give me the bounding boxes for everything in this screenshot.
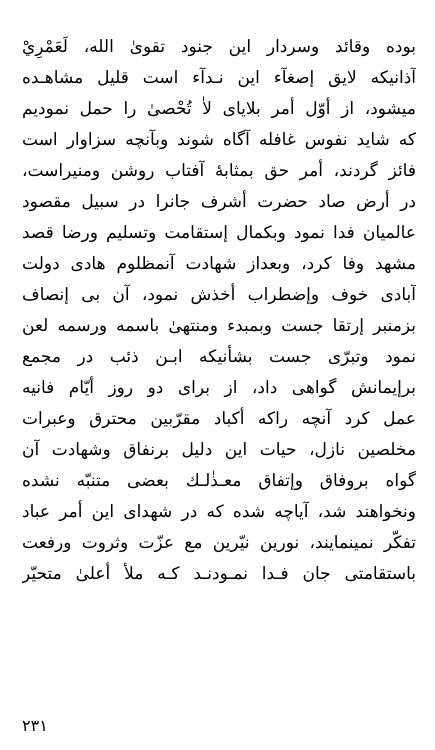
text-line: فائز گردند، أمر حق بمثابهٔ آفتاب روشن ومنيراست، [22, 161, 416, 181]
text-line: ونخواهند شد، آياچه شده كه در شهداى اين أمر عباد [22, 502, 416, 522]
text-line: تفكّر نمينمايند، نورين نيّرين مع عزّت وثروت ورفعت [22, 533, 416, 553]
text-line: كه شايد نفوس غافله آگاه شوند وبآنچه سزاوار است [22, 130, 416, 150]
text-line: آذانيكه لايق إصغآء اين نـدآء است قليل مشاهـده [22, 68, 416, 88]
text-line: عمل كرد آنچه راكه أكباد مقرّبين محترق وعبرات [22, 409, 416, 429]
page-number: ٢٣١ [22, 716, 48, 735]
text-line: مشهد وفا كرد، وبعداز شهادت آنمظلوم هادى دولت [22, 254, 416, 274]
text-line: مخلصين نازل، حيات اين دليل برنفاق وشهادت آن [22, 440, 416, 460]
text-line: در أرض صاد حضرت أشرف جانرا در سبيل مقصود [22, 192, 416, 212]
text-line: باستقامتى جان فـدا نمـودنـد كـه ملأ أعلىٰ متحيّر [22, 564, 416, 584]
text-line: نمود وتبرّى جست بشأنيكه ابـن ذئب در مجمع [22, 347, 416, 367]
body-text [22, 32, 416, 590]
text-line: بزمنبر إرتقا جست وبمبدء ومنتهىٰ باسمه ورسمه لعن [22, 316, 416, 336]
text-line: گواه بروفاق وإتفاق معـذٰلـك بعضى متنبّه نشده [22, 471, 416, 491]
text-line: عالميان فدا نمود وبكمال إستقامت وتسليم ورضا قصد [22, 223, 416, 243]
text-line: برإيمانش گواهى داد، از براى دو روز أيّام فانيه [22, 378, 416, 398]
text-line: آبادى خوف وإضطراب أخذش نمود، آن بى إنصاف [22, 285, 416, 305]
text-line: ميشود، از أوّل أمر بلاياى لاٰ تُحْصىٰ را حمل نموديم [22, 99, 416, 119]
text-line: بوده وقائد وسردار اين جنود تقوىٰ الله، لَعَمْرِيْ [22, 37, 416, 57]
